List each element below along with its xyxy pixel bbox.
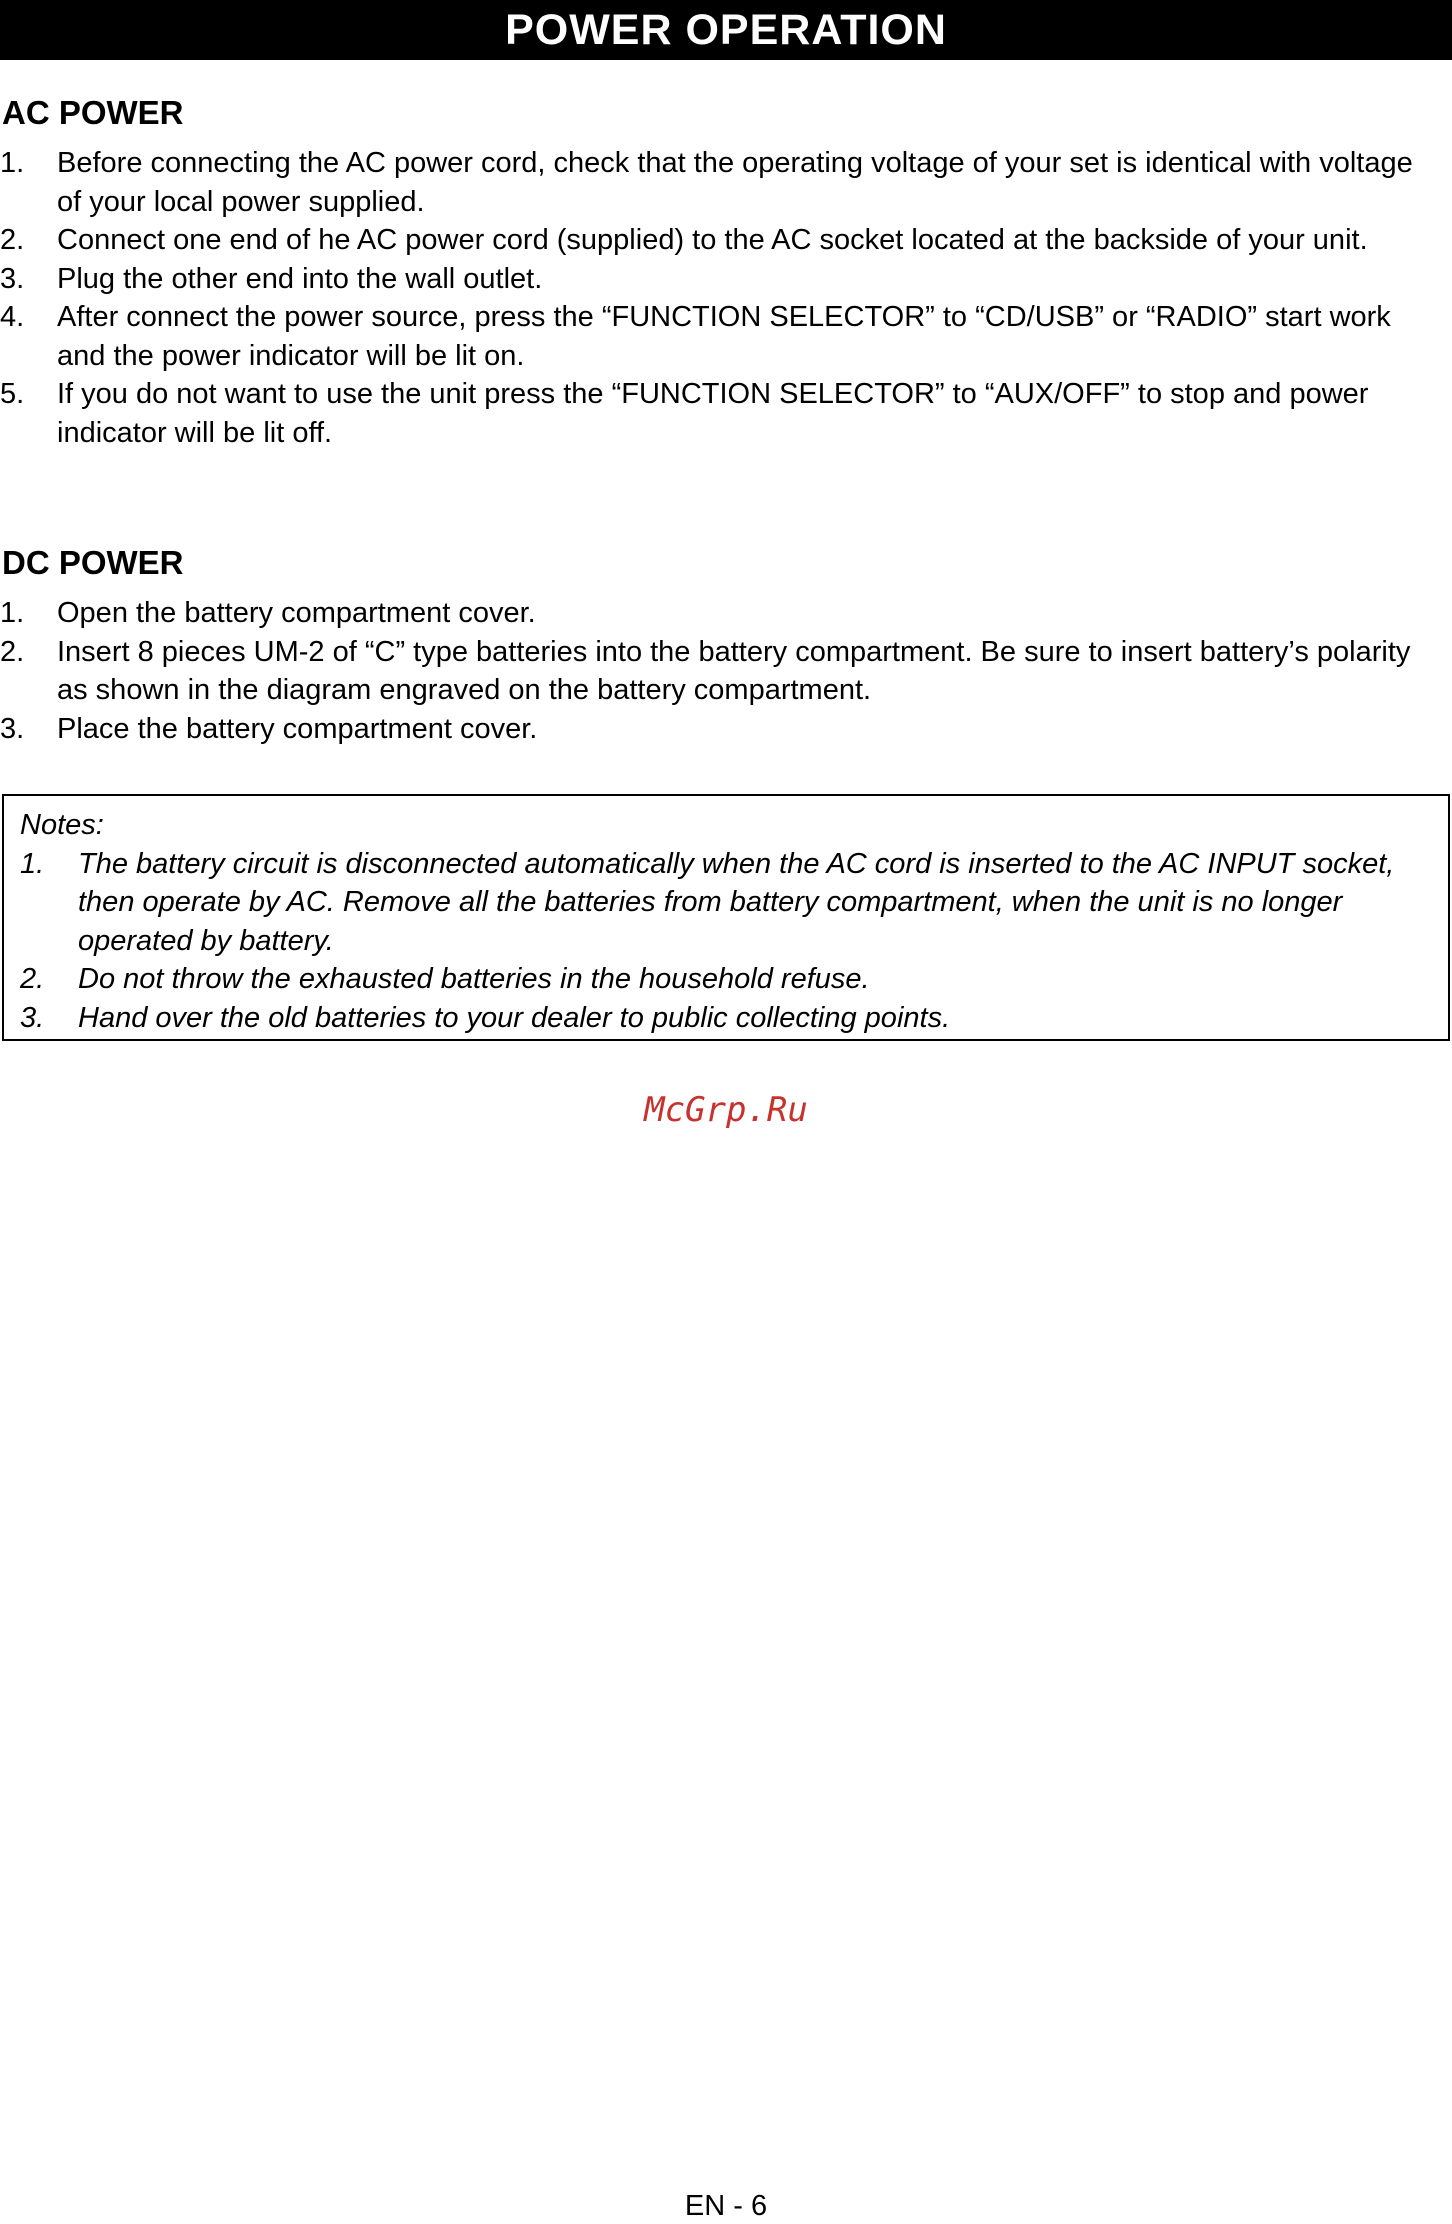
notes-heading: Notes: [20,809,104,841]
item-number: 5. [0,378,25,410]
title-bar [0,0,1452,60]
list-item [0,221,1440,260]
item-text: Before connecting the AC power cord, check that the operating voltage of your set is identical with voltage of your local power supplied. [57,147,1413,218]
notes-box [2,794,1450,1041]
item-text: If you do not want to use the unit press the “FUNCTION SELECTOR” to “AUX/OFF” to stop and power indicator will be lit off. [57,378,1369,449]
item-number: 4. [0,301,25,333]
item-text: The battery circuit is disconnected automatically when the AC cord is inserted to the AC INPUT socket, then operate by AC. Remove all the batteries from battery compartment, when the unit is no longer operated by battery. [78,847,1395,957]
item-text: Do not throw the exhausted batteries in the household refuse. [78,963,870,995]
item-number: 1. [0,147,25,179]
list-item [0,710,1440,749]
item-number: 2. [20,963,45,995]
item-number: 3. [20,1001,45,1034]
item-number: 1. [20,847,45,880]
list-item [0,298,1440,375]
notes-list [20,845,1448,1038]
list-item [20,999,1448,1038]
ac-power-list [0,144,1440,452]
list-item [0,144,1440,221]
item-number: 1. [0,597,25,629]
item-number: 2. [0,635,25,668]
item-text: Connect one end of he AC power cord (supplied) to the AC socket located at the backside of your unit. [57,224,1368,256]
list-item [20,845,1448,961]
item-text: Plug the other end into the wall outlet. [57,262,543,295]
list-item [20,960,1448,999]
dc-power-list [0,594,1440,748]
page-number: EN - 6 [684,2190,768,2222]
list-item [0,594,1440,633]
item-text: Hand over the old batteries to your dealer to public collecting points. [78,1001,951,1034]
item-number: 2. [0,224,25,256]
page-title: POWER OPERATION [505,5,947,54]
dc-power-heading: DC POWER [2,544,184,581]
list-item [0,260,1440,299]
item-number: 3. [0,262,25,295]
watermark-link[interactable]: McGrp.Ru [644,1090,808,1130]
item-text: Open the battery compartment cover. [57,597,536,629]
list-item [0,375,1440,452]
item-text: After connect the power source, press the “FUNCTION SELECTOR” to “CD/USB” or “RADIO” start work and the power indicator will be lit on. [57,301,1391,372]
item-number: 3. [0,712,25,745]
item-text: Insert 8 pieces UM-2 of “C” type batteries into the battery compartment. Be sure to insert battery’s polarity as shown in the diagram engraved on the battery compartment. [57,635,1411,706]
item-text: Place the battery compartment cover. [57,712,538,745]
list-item [0,633,1440,710]
ac-power-heading: AC POWER [2,94,184,131]
